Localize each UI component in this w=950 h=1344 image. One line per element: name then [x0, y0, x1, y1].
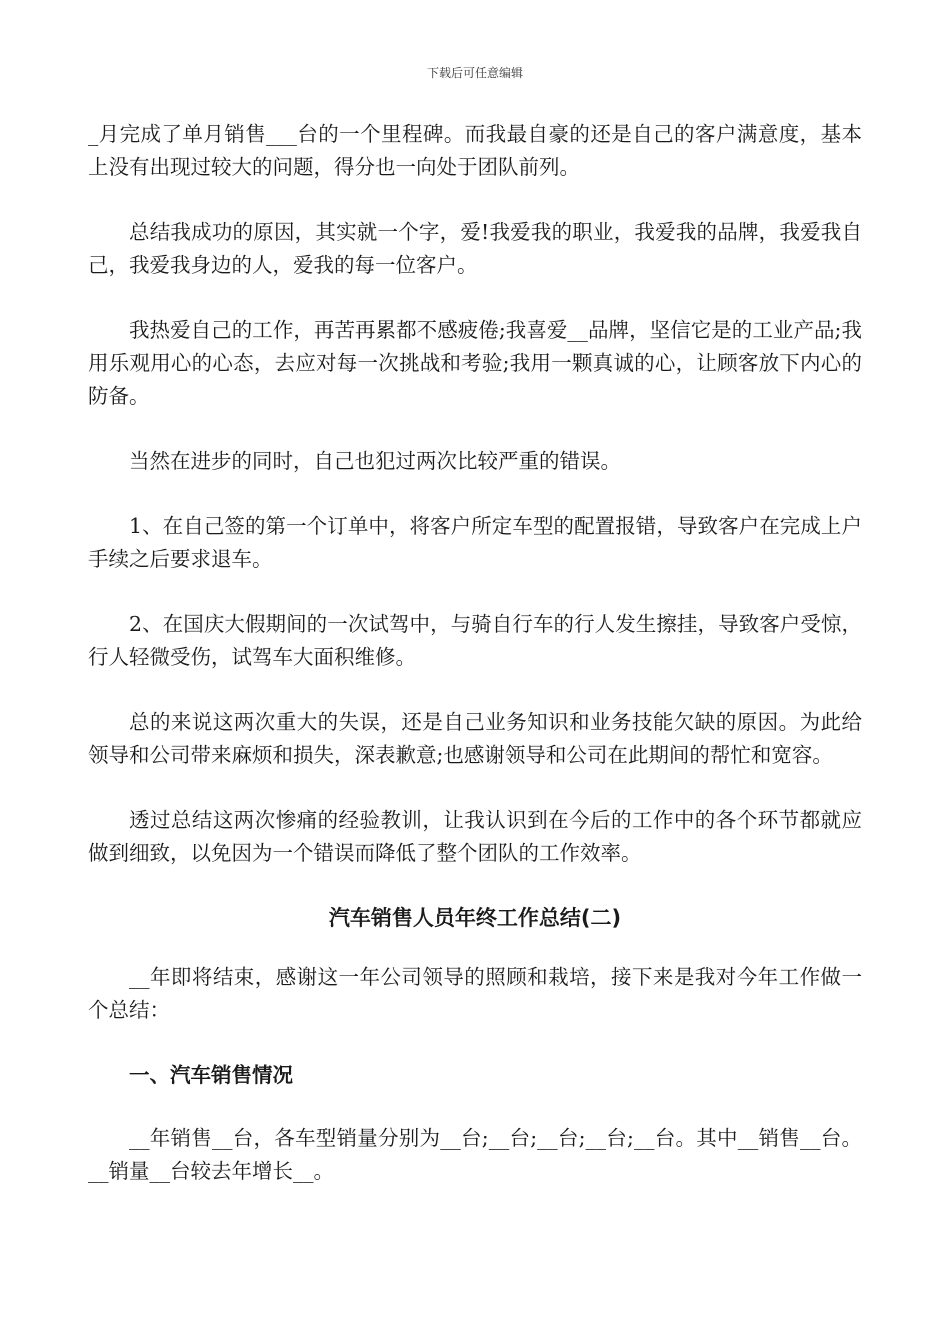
section-title: 汽车销售人员年终工作总结(二): [328, 906, 622, 930]
paragraph-5: 1、在自己签的第一个订单中，将客户所定车型的配置报错，导致客户在完成上户手续之后要求退车。: [88, 514, 862, 571]
sales-paragraph: __年销售__台，各车型销量分别为__台;__台;__台;__台;__台。其中__销售__台。__销量__台较去年增长__。: [88, 1126, 862, 1183]
paragraph-7: 总的来说这两次重大的失误，还是自己业务知识和业务技能欠缺的原因。为此给领导和公司带来麻烦和损失，深表歉意;也感谢领导和公司在此期间的帮忙和宽容。: [88, 710, 862, 767]
paragraph-3: 我热爱自己的工作，再苦再累都不感疲倦;我喜爱__品牌，坚信它是的工业产品;我用乐观用心的心态，去应对每一次挑战和考验;我用一颗真诚的心，让顾客放下内心的防备。: [88, 318, 862, 408]
page-header: 下载后可任意编辑: [426, 66, 523, 80]
paragraph-2: 总结我成功的原因，其实就一个字，爱!我爱我的职业，我爱我的品牌，我爱我自己，我爱我身边的人，爱我的每一位客户。: [88, 220, 862, 277]
paragraph-6: 2、在国庆大假期间的一次试驾中，与骑自行车的行人发生擦挂，导致客户受惊，行人轻微受伤，试驾车大面积维修。: [88, 612, 862, 669]
paragraph-8: 透过总结这两次惨痛的经验教训，让我认识到在今后的工作中的各个环节都就应做到细致，以免因为一个错误而降低了整个团队的工作效率。: [88, 808, 862, 865]
paragraph-4: 当然在进步的同时，自己也犯过两次比较严重的错误。: [129, 449, 621, 473]
section-heading-sales: 一、汽车销售情况: [129, 1063, 293, 1087]
paragraph-1: _月完成了单月销售___台的一个里程碑。而我最自豪的还是自己的客户满意度，基本上没有出现过较大的问题，得分也一向处于团队前列。: [88, 122, 862, 179]
intro-paragraph: __年即将结束，感谢这一年公司领导的照顾和栽培，接下来是我对今年工作做一个总结：: [88, 965, 862, 1022]
document-body: [88, 118, 862, 1220]
